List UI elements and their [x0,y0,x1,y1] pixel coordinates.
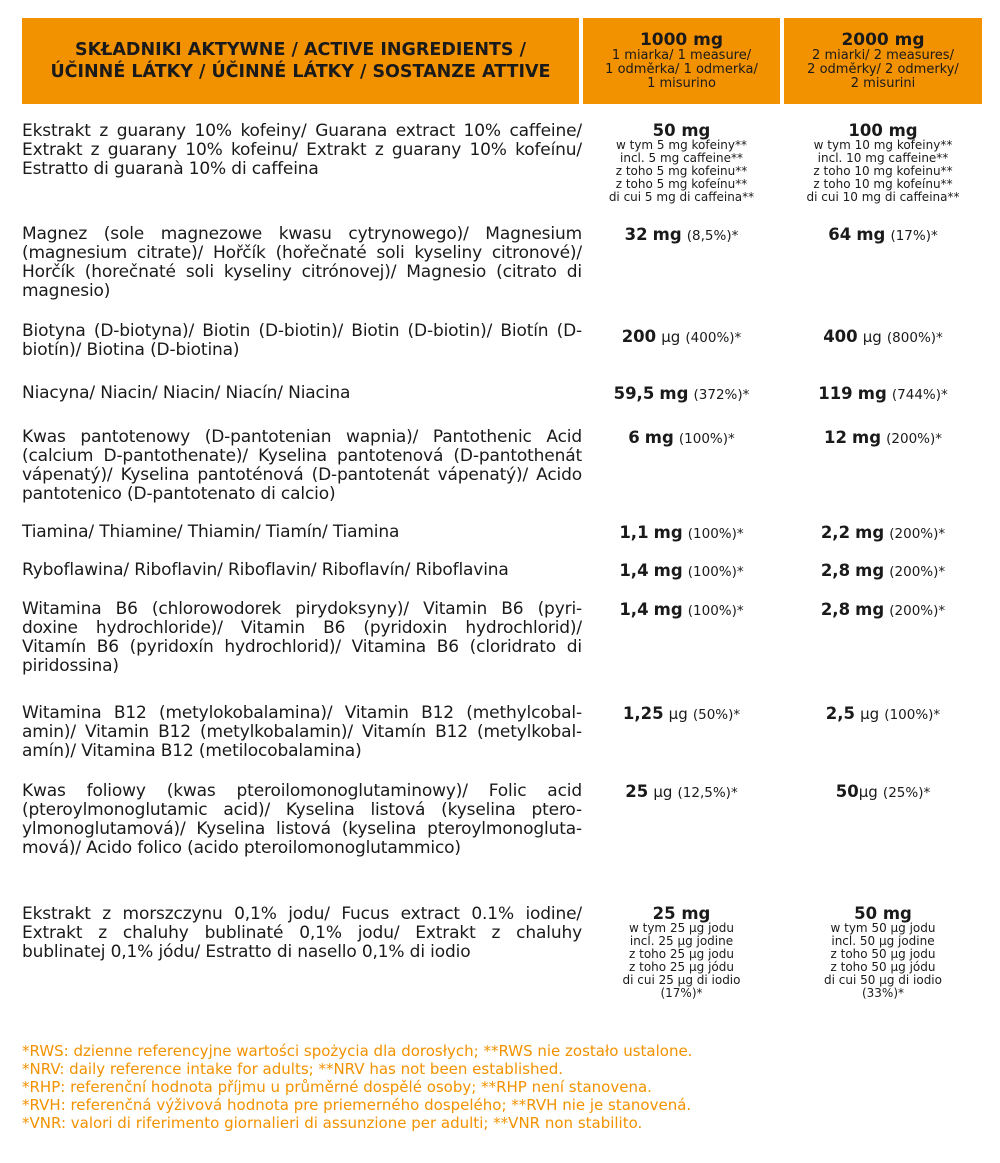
dose-percent: (400%)* [685,330,742,346]
dose-1-sub-line: 1 miarka/ 1 measure/ [611,48,752,63]
dose-detail: di cui 5 mg di caffeina** [608,190,755,204]
dose-unit: mg [855,561,885,580]
dose-1-value [583,384,780,405]
dose-2-value [784,428,982,449]
dose-percent: (100%)* [687,603,744,619]
dose-percent: (100%)* [687,564,744,580]
ingredient-name: Magnez (sole magnezowe kwasu cytrynowego)/ Magnesium (magnesium citrate)/ Hořčík (hořečnaté soli kyseliny citronové)/ Horčík (horečnaté soli kyseliny citrónovej)/ Magnesio (citrato di magnesio) [22,224,582,301]
footnote: *RHP: referenční hodnota příjmu u průměrné dospělé osoby; **RHP není stanovena. [22,1078,652,1096]
dose-amount: 2,8 [820,561,851,580]
dose-detail: w tym 10 mg kofeiny** [813,138,953,152]
dose-1-value [583,428,780,449]
dose-1-value [583,225,780,246]
dose-2-value [784,600,982,621]
dose-percent: (800%)* [886,330,943,346]
dose-1-title: 1000 mg [639,30,724,50]
dose-percent: (372%)* [693,387,750,403]
dose-detail: z toho 25 µg jodu [629,947,734,961]
ingredient-name: Kwas pantotenowy (D-pantotenian wapnia)/ Pantothenic Acid (calcium D-pantothenate)/ Kyselina pantotenová (D-pantothenát vápenatý)/ Kyselina pantoténová (D-pantotenát vápenatý)/ Acido pantotenico (D-pantotenato di calcio) [22,427,582,504]
dose-amount: 1,4 [619,561,649,580]
dose-1-value [583,704,780,725]
dose-2-value [784,561,982,582]
dose-percent: (50%)* [692,707,741,723]
dose-detail: w tym 25 µg jodu [629,921,734,935]
dose-unit: µg [862,328,882,346]
ingredient-name: Witamina B12 (metylokobalamina)/ Vitamin B12 (methylcobal-amin)/ Vitamin B12 (metylkobalamin)/ Vitamín B12 (metylkobal-amín)/ Vitamina B12 (metilocobalamina) [22,703,582,761]
table-header [22,18,982,104]
ingredients-title: SKŁADNIKI AKTYWNE / ACTIVE INGREDIENTS / ÚČINNÉ LÁTKY / ÚČINNÉ LÁTKY / SOSTANZE ATTIVE [50,40,551,82]
dose-detail: di cui 10 mg di caffeina** [806,190,960,204]
dose-percent: (25%)* [882,785,931,801]
dose-1-value [583,905,780,1000]
dose-amount: 2,8 [820,600,851,619]
dose-1-value [583,561,780,582]
dose-unit: mg [852,428,882,447]
dose-amount: 1,25 [622,704,664,723]
ingredients-table [22,18,982,1000]
ingredient-name: Ekstrakt z morszczynu 0,1% jodu/ Fucus extract 0.1% iodine/ Extrakt z chaluhy bublinaté 0,1% jodu/ Extrakt z chaluhy bublinatej 0,1% jódu/ Estratto di nasello 0,1% di iodio [22,904,582,962]
dose-unit: mg [659,384,689,403]
dose-2-value [784,523,982,544]
dose-1-value [583,327,780,348]
ingredient-name: Witamina B6 (chlorowodorek pirydoksyny)/ Vitamin B6 (pyri-doxine hydrochloride)/ Vitamin B6 (pyridoxin hydrochlorid)/ Vitamín B6 (pyridoxín hydrochlorid)/ Vitamina B6 (cloridrato di piridossina) [22,599,582,676]
dose-amount: 119 [818,384,853,403]
dose-unit: µg [860,705,880,723]
dose-detail: z toho 50 µg jodu [830,947,936,961]
footnote: *RWS: dzienne referencyjne wartości spożycia dla dorosłych; **RWS nie zostało ustalone. [22,1042,693,1060]
dose-amount: 25 [625,782,649,801]
dose-detail: incl. 50 µg jodine [831,934,935,948]
dose-percent: (100%)* [678,431,735,447]
dose-detail: z toho 5 mg kofeinu** [615,164,748,178]
dose-1-value [583,523,780,544]
dose-amount: 64 [828,225,852,244]
footnote: *NRV: daily reference intake for adults; **NRV has not been established. [22,1060,563,1078]
dose-detail: (17%)* [660,986,703,1000]
footnote: *VNR: valori di riferimento giornalieri di assunzione per adulti; **VNR non stabilito. [22,1114,643,1132]
ingredient-name: Niacyna/ Niacin/ Niacin/ Niacín/ Niacina [22,383,351,403]
dose-amount: 1,4 [619,600,649,619]
dose-percent: (744%)* [891,387,948,403]
dose-amount: 2,5 [825,704,856,723]
dose-detail: z toho 10 mg kofeínu** [813,177,953,191]
dose-detail: w tym 50 µg jodu [830,921,936,935]
dose-detail: di cui 25 µg di iodio [622,973,741,987]
dose-1-sub-line: 1 misurino [647,76,716,91]
dose-percent: (100%)* [687,526,744,542]
dose-amount: 1,1 [619,523,649,542]
ingredient-name: Kwas foliowy (kwas pteroilomonoglutaminowy)/ Folic acid (pteroylmonoglutamic acid)/ Kyselina listová (kyselina ptero-ylmonoglutamová)/ Kyselina listová (kyselina pteroylmonogluta-mová)/ Acido folico (acido pteroilomonoglutammico) [22,781,582,858]
dose-2-value [784,225,982,246]
dose-2-value [784,704,982,725]
dose-amount: 32 [624,225,648,244]
dose-amount: 50 mg [652,121,711,140]
dose-unit: mg [856,225,886,244]
dose-detail: z toho 10 mg kofeinu** [813,164,953,178]
dose-2-value [784,122,982,204]
dose-1-sub-line: 1 odměrka/ 1 odmerka/ [605,62,758,77]
dose-unit: mg [652,225,682,244]
dose-unit: mg [855,523,885,542]
dose-2-sub-line: 2 misurini [850,76,916,91]
dose-percent: (12,5%)* [677,785,738,801]
dose-unit: µg [858,783,878,801]
dose-percent: (100%)* [884,707,941,723]
dose-2-sub-line: 2 miarki/ 2 measures/ [812,48,954,63]
dose-amount: 200 [621,327,657,346]
dose-1-value [583,782,780,803]
dose-unit: µg [653,783,673,801]
ingredient-name: Ekstrakt z guarany 10% kofeiny/ Guarana extract 10% caffeine/ Extrakt z guarany 10% kofeinu/ Extrakt z guarany 10% kofeínu/ Estratto di guaranà 10% di caffeina [22,121,582,179]
dose-detail: z toho 5 mg kofeínu** [615,177,748,191]
ingredient-name: Ryboflawina/ Riboflavin/ Riboflavin/ Riboflavín/ Riboflavina [22,560,509,580]
dose-unit: mg [653,523,683,542]
dose-detail: incl. 25 µg jodine [629,934,734,948]
dose-detail: z toho 25 µg jódu [629,960,734,974]
dose-unit: mg [653,600,683,619]
footnotes [22,1042,982,1132]
dose-percent: (17%)* [890,228,938,244]
dose-unit: µg [661,328,681,346]
dose-amount: 59,5 [613,384,655,403]
dose-2-title: 2000 mg [841,30,925,50]
dose-2-value [784,905,982,1000]
dose-2-value [784,782,982,803]
dose-percent: (200%)* [889,526,946,542]
ingredient-name: Tiamina/ Thiamine/ Thiamin/ Tiamín/ Tiamina [22,522,400,542]
dose-detail: z toho 50 µg jódu [830,960,936,974]
dose-amount: 400 [823,327,858,346]
dose-unit: mg [857,384,887,403]
header-ingredients [22,18,579,104]
dose-amount: 50 mg [854,904,912,923]
dose-detail: incl. 5 mg caffeine** [620,151,743,165]
dose-amount: 2,2 [820,523,851,542]
dose-amount: 50 [835,782,859,801]
dose-amount: 100 mg [848,121,918,140]
dose-unit: mg [855,600,885,619]
dose-detail: incl. 10 mg caffeine** [817,151,949,165]
dose-2-sub-line: 2 odměrky/ 2 odmerky/ [807,62,959,77]
ingredient-name: Biotyna (D-biotyna)/ Biotin (D-biotin)/ Biotin (D-biotin)/ Biotín (D-biotín)/ Biotina (D-biotina) [22,321,582,360]
dose-detail: (33%)* [861,986,905,1000]
dose-2-value [784,384,982,405]
dose-unit: mg [653,561,683,580]
dose-percent: (8,5%)* [686,228,739,244]
dose-unit: µg [668,705,688,723]
dose-percent: (200%)* [889,603,946,619]
dose-amount: 12 [823,428,847,447]
dose-1-value [583,122,780,204]
dose-detail: di cui 50 µg di iodio [823,973,942,987]
dose-percent: (200%)* [886,431,943,447]
dose-amount: 6 [628,428,640,447]
dose-1-value [583,600,780,621]
header-dose-2 [784,18,982,104]
dose-2-value [784,327,982,348]
header-dose-1 [583,18,780,104]
dose-percent: (200%)* [889,564,946,580]
footnote: *RVH: referenčná výživová hodnota pre priemerného dospelého; **RVH nie je stanovená. [22,1096,692,1114]
dose-detail: w tym 5 mg kofeiny** [615,138,748,152]
dose-amount: 25 mg [652,904,711,923]
dose-unit: mg [644,428,674,447]
